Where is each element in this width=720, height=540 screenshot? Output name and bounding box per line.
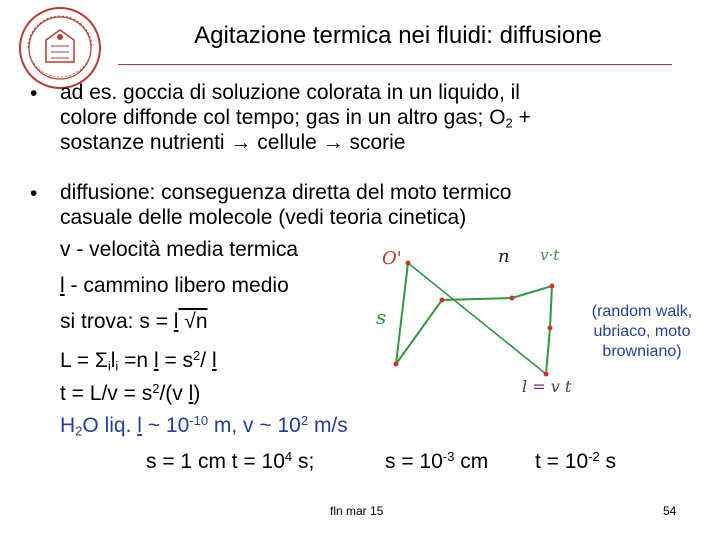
- random-walk-note-line: browniano): [602, 343, 682, 360]
- displacement-label: s: [376, 305, 387, 329]
- vt-label: v·t: [540, 246, 560, 264]
- bullet-dot: •: [30, 82, 38, 105]
- university-seal-logo: [18, 6, 102, 90]
- bullet2-mean-free-path-line: l - cammino libero medio: [60, 274, 289, 297]
- bullet1-line1: ad es. goccia di soluzione colorata in un liquido, il: [60, 81, 520, 104]
- random-walk-note-line: ubriaco, moto: [593, 323, 691, 340]
- bullet2-time-formula: $t = L/v = s^2/(v$ l): [60, 381, 201, 406]
- footer-date: fln mar 15: [330, 504, 384, 518]
- random-walk-note: [572, 302, 712, 362]
- bullet2-line1: diffusione: conseguenza diretta del moto termico: [60, 181, 512, 204]
- example-1cm: s = 1 cm $t = 10^4$ s;: [146, 449, 315, 474]
- title-divider: [118, 64, 672, 65]
- bullet-dot: •: [30, 182, 38, 205]
- random-walk-note-line: (random walk,: [591, 303, 693, 320]
- bullet2-line2: casuale delle molecole (vedi teoria cinetica): [60, 206, 467, 229]
- example-10um: $s = 10^{-3}$ cm: [385, 449, 489, 474]
- bullet2-random-walk-formula: si trova: s = l √n: [60, 310, 208, 333]
- slide-title: Agitazione termica nei fluidi: diffusione: [194, 22, 602, 49]
- example-time: $t = 10^{-2}$ s: [535, 449, 617, 474]
- page-number: 54: [663, 504, 677, 518]
- random-walk-sketch: [372, 228, 582, 408]
- bullet2-path-length-formula: $L = \Sigma_il_i =n$ $l = s^2/$ l: [60, 348, 217, 374]
- origin-label: O': [382, 248, 402, 269]
- bullet1-line3: sostanze nutrienti → cellule → scorie: [60, 131, 406, 154]
- step-length-label: l = v t: [522, 377, 572, 396]
- bullet1-line2: colore diffonde col tempo; gas in un altro gas; $O_2$ +: [60, 106, 531, 131]
- water-estimate-line: $H_2O$ liq. l ~ $10^{-10}$ m, v ~ $10^2$ m/s: [60, 413, 348, 439]
- step-count-label: n: [498, 246, 510, 267]
- bullet2-velocity-line: v - velocità media termica: [60, 238, 299, 261]
